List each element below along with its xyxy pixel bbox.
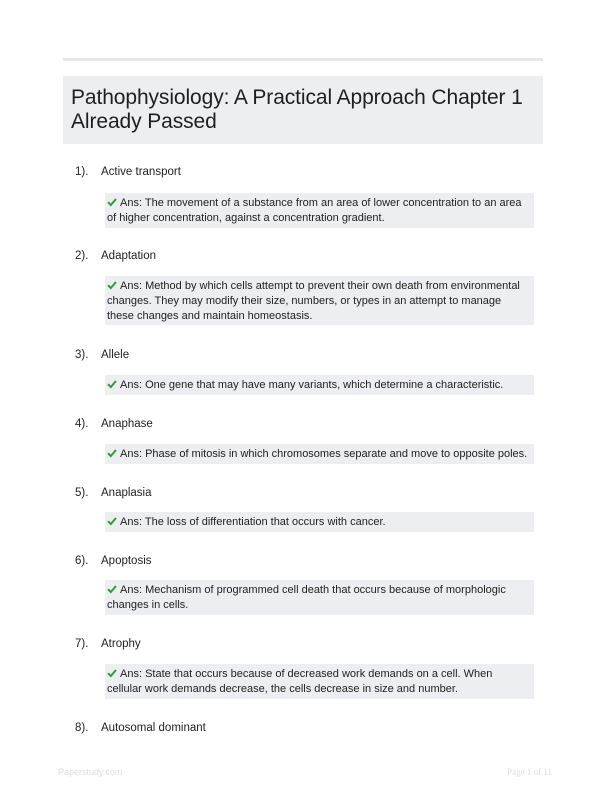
answer-box <box>105 193 534 228</box>
checkmark-icon <box>107 448 117 458</box>
answer-prefix: Ans: <box>120 379 143 391</box>
question-term: Allele <box>101 349 130 361</box>
footer-site-watermark: Paperstudy.com <box>58 767 123 777</box>
question-number: 2). <box>75 250 89 262</box>
question-term: Anaplasia <box>101 487 152 499</box>
answer-prefix: Ans: <box>120 197 143 209</box>
question-term: Adaptation <box>101 250 156 262</box>
title-banner <box>63 76 543 144</box>
question-term: Anaphase <box>101 418 153 430</box>
answer-text: The loss of differentiation that occurs with cancer. <box>144 516 386 528</box>
answer-prefix: Ans: <box>120 448 143 460</box>
question-number: 4). <box>75 418 89 430</box>
page-title: Pathophysiology: A Practical Approach Chapter 1 Already Passed <box>71 86 523 133</box>
question-term: Autosomal dominant <box>101 722 206 734</box>
checkmark-icon <box>107 280 117 290</box>
answer-text: The movement of a substance from an area of lower concentration to an area of higher concentration, against a concentration gradient. <box>107 197 522 224</box>
top-divider <box>63 58 543 61</box>
answer-box <box>105 512 534 532</box>
answer-text: Phase of mitosis in which chromosomes separate and move to opposite poles. <box>145 448 528 460</box>
answer-prefix: Ans: <box>120 668 143 680</box>
question-number: 7). <box>75 638 89 650</box>
answer-box <box>105 276 534 325</box>
answer-box <box>105 664 534 699</box>
answer-box <box>105 375 534 395</box>
question-number: 5). <box>75 487 89 499</box>
question-number: 8). <box>75 722 89 734</box>
answer-prefix: Ans: <box>120 280 143 292</box>
answer-text: State that occurs because of decreased work demands on a cell. When cellular work demands decrease, the cells decrease in size and number. <box>107 668 493 695</box>
answer-prefix: Ans: <box>120 516 143 528</box>
answer-box <box>105 444 534 464</box>
question-number: 1). <box>75 166 89 178</box>
answer-text: Mechanism of programmed cell death that occurs because of morphologic changes in cells. <box>107 584 506 611</box>
checkmark-icon <box>107 379 117 389</box>
checkmark-icon <box>107 516 117 526</box>
question-term: Active transport <box>101 166 181 178</box>
answer-box <box>105 580 534 615</box>
answer-text: Method by which cells attempt to prevent their own death from environmental changes. They may modify their size, numbers, or types in an attempt to manage these changes and maintain homeostasis. <box>107 280 520 322</box>
answer-text: One gene that may have many variants, which determine a characteristic. <box>145 379 504 391</box>
question-term: Atrophy <box>101 638 141 650</box>
question-term: Apoptosis <box>101 555 152 567</box>
checkmark-icon <box>107 668 117 678</box>
checkmark-icon <box>107 197 117 207</box>
question-number: 3). <box>75 349 89 361</box>
question-number: 6). <box>75 555 89 567</box>
checkmark-icon <box>107 584 117 594</box>
footer-page-number: Page 1 of 11 <box>507 767 552 777</box>
answer-prefix: Ans: <box>120 584 143 596</box>
